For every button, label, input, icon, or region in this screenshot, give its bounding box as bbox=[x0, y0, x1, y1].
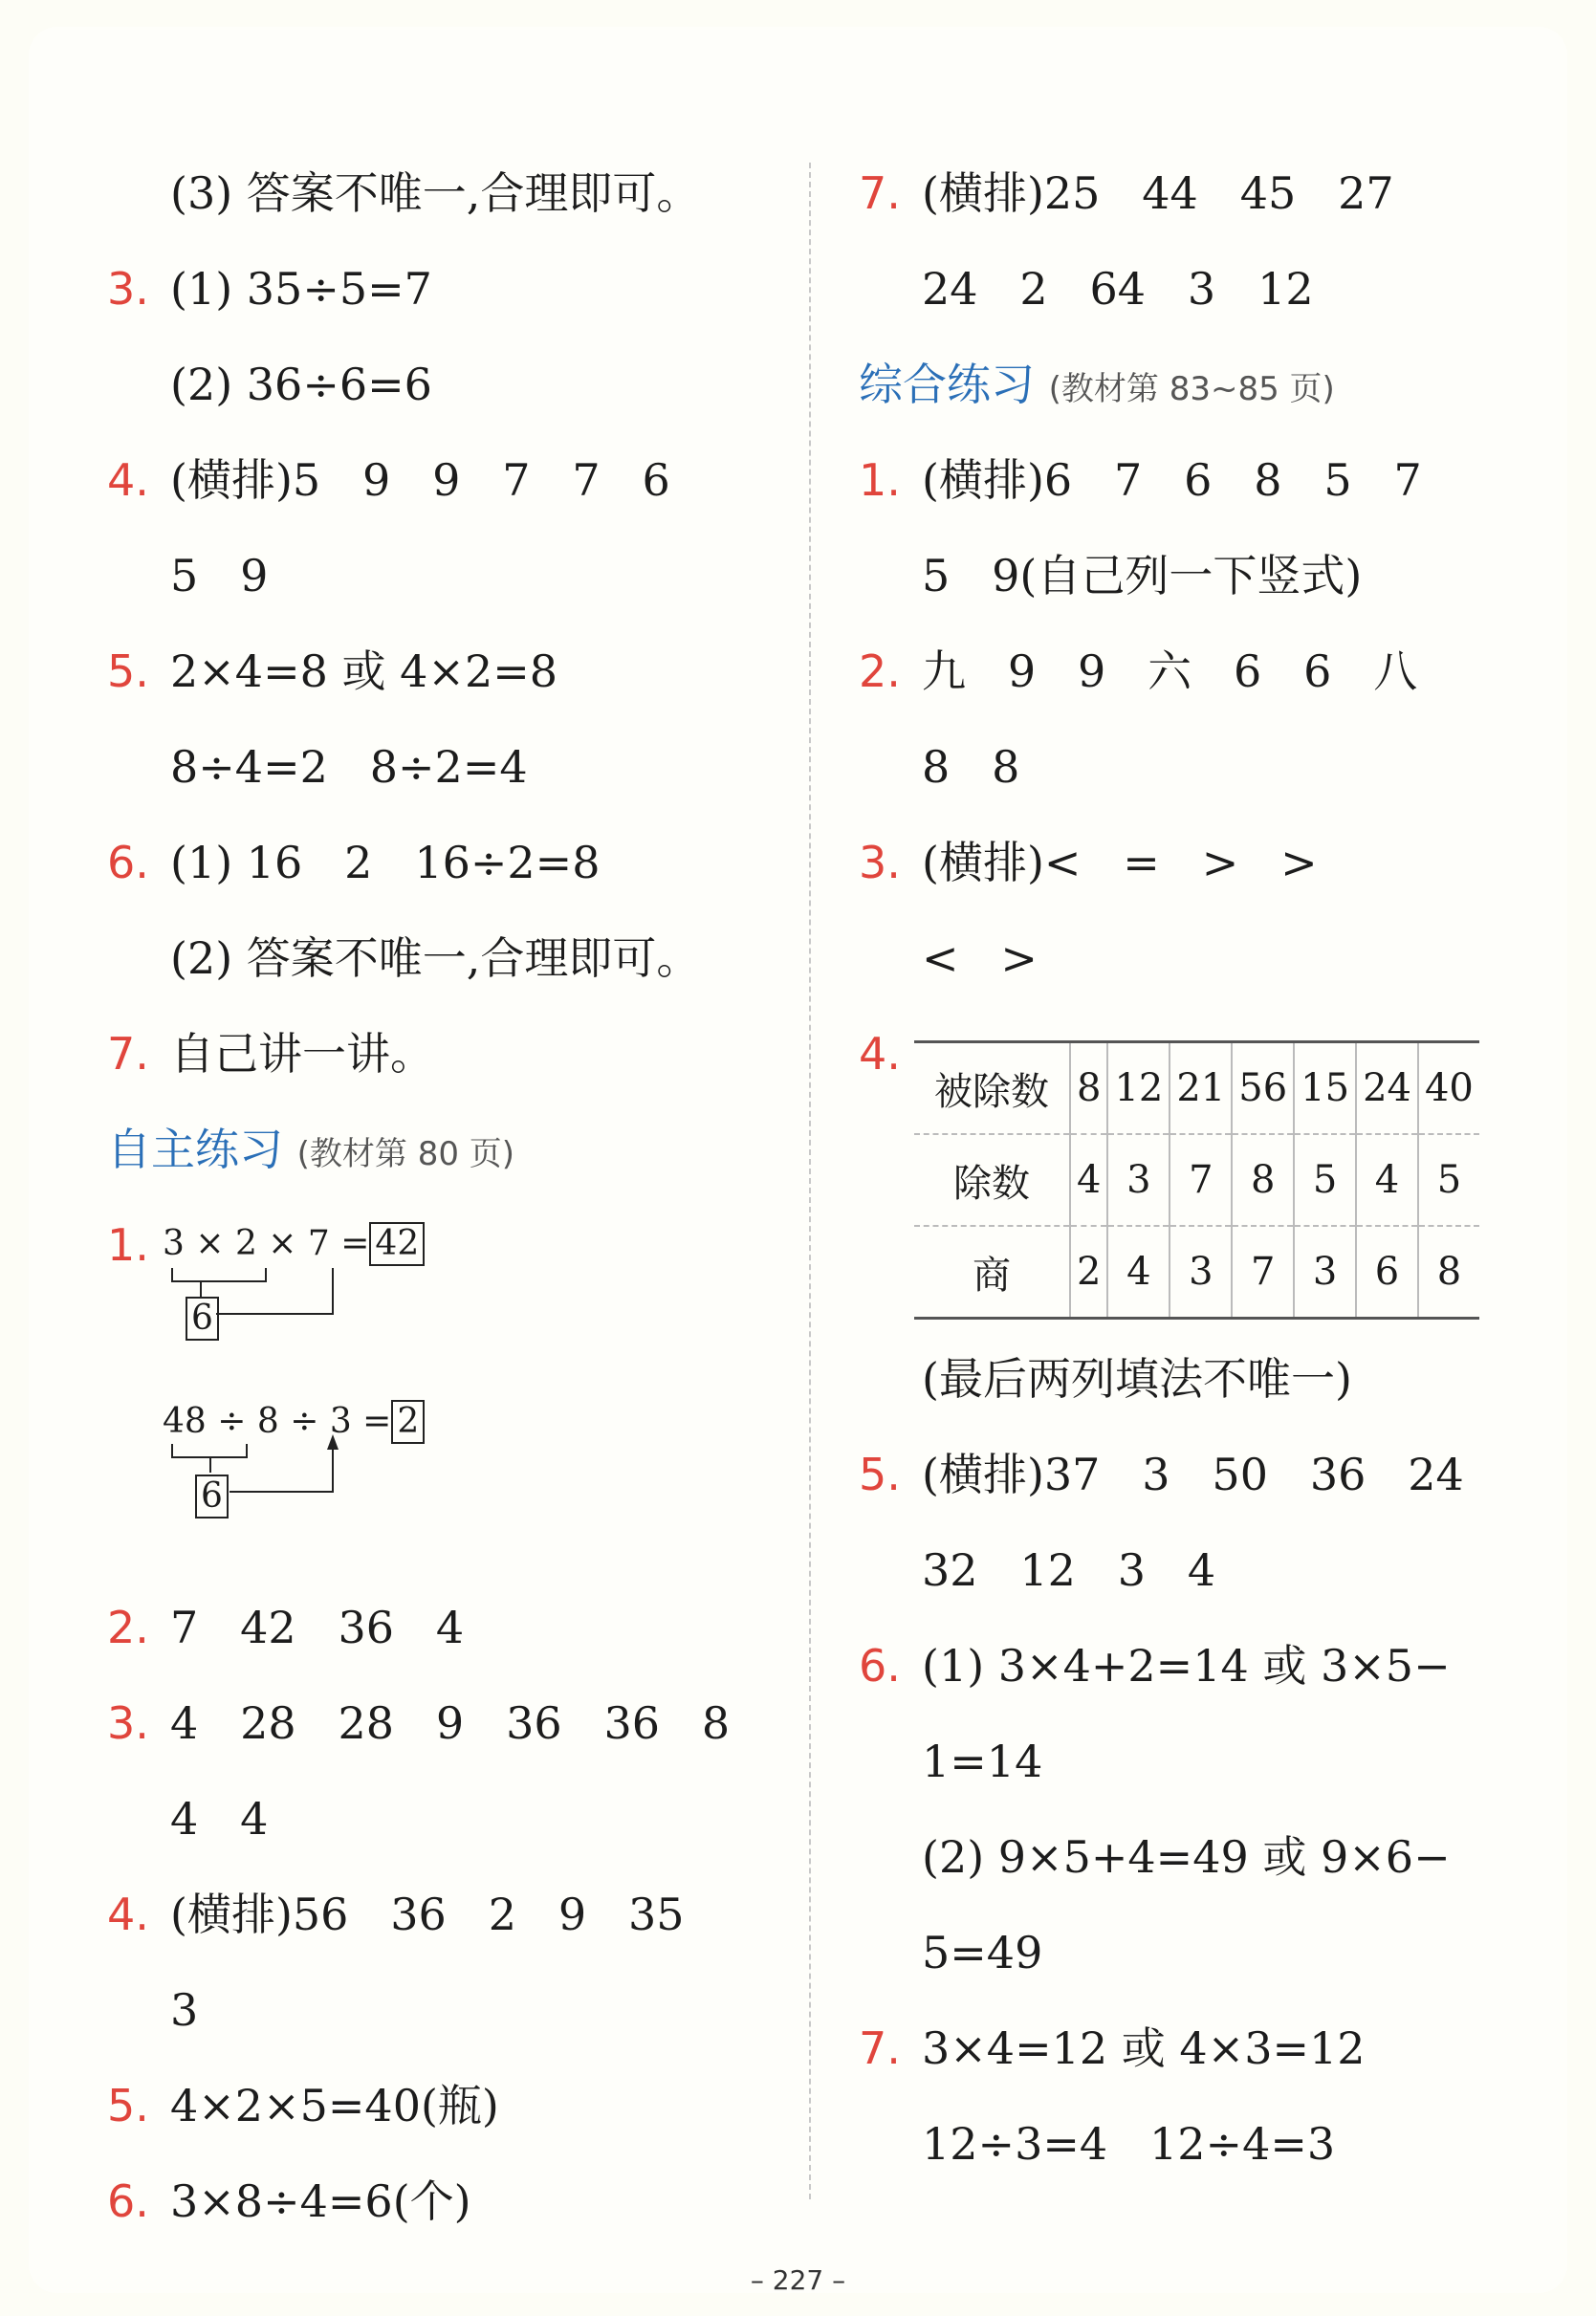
answer-text: 九 9 9 六 6 6 八 bbox=[922, 645, 1418, 697]
answer-text: 4×2×5=40(瓶) bbox=[170, 2080, 499, 2131]
answer-text: (横排)5 9 9 7 7 6 bbox=[170, 454, 670, 506]
answer-box: 2 bbox=[391, 1400, 425, 1444]
table-cell: 56 bbox=[1232, 1042, 1294, 1135]
question-number: 7. bbox=[107, 1028, 149, 1080]
question-number: 3. bbox=[107, 263, 149, 315]
answer-line: 8 8 bbox=[922, 741, 1020, 793]
question-number: 4. bbox=[107, 1889, 149, 1940]
answer-text: (横排)< = > > bbox=[922, 837, 1318, 888]
table-cell: 5 bbox=[1418, 1134, 1479, 1226]
table-cell: 8 bbox=[1070, 1042, 1107, 1135]
answer-line: 8÷4=2 8÷2=4 bbox=[170, 741, 528, 793]
question-c2 bbox=[859, 643, 1417, 700]
table-cell: 12 bbox=[1107, 1042, 1170, 1135]
section-title: 综合练习 bbox=[859, 359, 1035, 410]
question-s6 bbox=[107, 2173, 471, 2230]
table-cell: 6 bbox=[1356, 1226, 1418, 1319]
section-subtitle: (教材第 80 页) bbox=[296, 1135, 515, 1173]
row-label: 被除数 bbox=[934, 1069, 1049, 1114]
table-cell: 40 bbox=[1418, 1042, 1479, 1135]
intermediate-box-1 bbox=[186, 1297, 219, 1341]
table-row bbox=[914, 1134, 1479, 1226]
question-6 bbox=[107, 834, 600, 891]
answer-text: (1) 35÷5=7 bbox=[170, 263, 432, 315]
answer-box: 42 bbox=[369, 1222, 425, 1266]
division-table bbox=[914, 1040, 1479, 1320]
question-7 bbox=[107, 1025, 434, 1082]
column-divider bbox=[809, 163, 811, 2199]
question-number: 1. bbox=[107, 1219, 149, 1271]
answer-text: 7 42 36 4 bbox=[170, 1602, 465, 1653]
table-cell: 3 bbox=[1107, 1134, 1170, 1226]
question-s5 bbox=[107, 2077, 499, 2134]
table-cell: 4 bbox=[1356, 1134, 1418, 1226]
question-5 bbox=[107, 643, 558, 700]
table-cell: 8 bbox=[1232, 1134, 1294, 1226]
division-table-wrap bbox=[914, 1040, 1479, 1320]
intermediate-value: 6 bbox=[195, 1475, 229, 1519]
question-c1 bbox=[859, 451, 1422, 509]
answer-text: (横排)56 36 2 9 35 bbox=[170, 1889, 685, 1940]
answer-line: 4 4 bbox=[170, 1793, 269, 1845]
answer-line: (2) 36÷6=6 bbox=[170, 359, 432, 410]
question-c5 bbox=[859, 1446, 1464, 1503]
question-number: 7. bbox=[859, 167, 901, 219]
question-c4 bbox=[859, 1025, 922, 1082]
table-cell: 24 bbox=[1356, 1042, 1418, 1135]
table-cell: 4 bbox=[1107, 1226, 1170, 1319]
intermediate-value: 6 bbox=[186, 1297, 219, 1341]
question-s2 bbox=[107, 1599, 464, 1656]
answer-text: (1) 3×4+2=14 或 3×5− bbox=[922, 1640, 1451, 1692]
question-number: 5. bbox=[107, 645, 149, 697]
question-c3 bbox=[859, 834, 1318, 891]
table-cell: 3 bbox=[1170, 1226, 1232, 1319]
answer-line: 24 2 64 3 12 bbox=[922, 263, 1314, 315]
answer-text: (1) 16 2 16÷2=8 bbox=[170, 837, 601, 888]
expression-2 bbox=[163, 1400, 425, 1444]
row-label: 商 bbox=[973, 1253, 1011, 1298]
question-number: 2. bbox=[859, 645, 901, 697]
answer-line: 12÷3=4 12÷4=3 bbox=[922, 2118, 1336, 2170]
table-cell: 2 bbox=[1070, 1226, 1107, 1319]
answer-text: (横排)25 44 45 27 bbox=[922, 167, 1394, 219]
question-number: 4. bbox=[107, 454, 149, 506]
question-number: 6. bbox=[107, 2175, 149, 2227]
table-cell: 8 bbox=[1418, 1226, 1479, 1319]
table-row bbox=[914, 1226, 1479, 1319]
answer-text: 自己讲一讲。 bbox=[170, 1028, 434, 1080]
question-number: 2. bbox=[107, 1602, 149, 1653]
answer-line: 5 9(自己列一下竖式) bbox=[922, 550, 1363, 601]
question-number: 1. bbox=[859, 454, 901, 506]
question-number: 4. bbox=[859, 1028, 901, 1080]
answer-text: 3×8÷4=6(个) bbox=[170, 2175, 471, 2227]
answer-line: < > bbox=[922, 932, 1038, 984]
section-title: 自主练习 bbox=[107, 1124, 283, 1175]
question-number: 7. bbox=[859, 2022, 901, 2074]
question-number: 6. bbox=[859, 1640, 901, 1692]
answer-line: (3) 答案不唯一,合理即可。 bbox=[170, 167, 701, 219]
question-4 bbox=[107, 451, 670, 509]
table-cell: 4 bbox=[1070, 1134, 1107, 1226]
intermediate-box-2 bbox=[195, 1475, 229, 1519]
answer-text: (横排)6 7 6 8 5 7 bbox=[922, 454, 1422, 506]
answer-line: 5 9 bbox=[170, 550, 269, 601]
answer-line: 5=49 bbox=[922, 1927, 1043, 1978]
table-cell: 3 bbox=[1294, 1226, 1356, 1319]
answer-line: 32 12 3 4 bbox=[922, 1544, 1216, 1596]
expression-text: 3 × 2 × 7 = bbox=[163, 1224, 370, 1263]
table-cell: 15 bbox=[1294, 1042, 1356, 1135]
section-title-review bbox=[859, 356, 1335, 418]
question-s1 bbox=[107, 1216, 170, 1274]
section-title-practice bbox=[107, 1121, 514, 1183]
table-note: (最后两列填法不唯一) bbox=[922, 1353, 1352, 1405]
question-number: 3. bbox=[859, 837, 901, 888]
question-c6 bbox=[859, 1637, 1451, 1694]
answer-line: (2) 9×5+4=49 或 9×6− bbox=[922, 1831, 1451, 1883]
question-number: 6. bbox=[107, 837, 149, 888]
table-cell: 7 bbox=[1170, 1134, 1232, 1226]
question-3 bbox=[107, 260, 432, 317]
question-s3 bbox=[107, 1694, 730, 1752]
row-label: 除数 bbox=[953, 1161, 1030, 1206]
question-s4 bbox=[107, 1886, 685, 1943]
answer-text: 4 28 28 9 36 36 8 bbox=[170, 1697, 731, 1749]
question-number: 3. bbox=[107, 1697, 149, 1749]
table-cell: 7 bbox=[1232, 1226, 1294, 1319]
answer-text: 2×4=8 或 4×2=8 bbox=[170, 645, 558, 697]
question-c7 bbox=[859, 2020, 1366, 2077]
answer-line: (2) 答案不唯一,合理即可。 bbox=[170, 932, 701, 984]
question-number: 5. bbox=[859, 1449, 901, 1500]
answer-line: 3 bbox=[170, 1984, 199, 2036]
answer-line: 1=14 bbox=[922, 1736, 1043, 1787]
expression-text: 48 ÷ 8 ÷ 3 = bbox=[163, 1402, 392, 1441]
page-number: – 227 – bbox=[750, 2264, 846, 2296]
calc-diagram bbox=[163, 1222, 545, 1538]
table-cell: 21 bbox=[1170, 1042, 1232, 1135]
table-row bbox=[914, 1042, 1479, 1135]
answer-text: 3×4=12 或 4×3=12 bbox=[922, 2022, 1366, 2074]
question-r7 bbox=[859, 164, 1394, 222]
question-number: 5. bbox=[107, 2080, 149, 2131]
table-cell: 5 bbox=[1294, 1134, 1356, 1226]
answer-text: (横排)37 3 50 36 24 bbox=[922, 1449, 1464, 1500]
section-subtitle: (教材第 83~85 页) bbox=[1048, 370, 1335, 408]
